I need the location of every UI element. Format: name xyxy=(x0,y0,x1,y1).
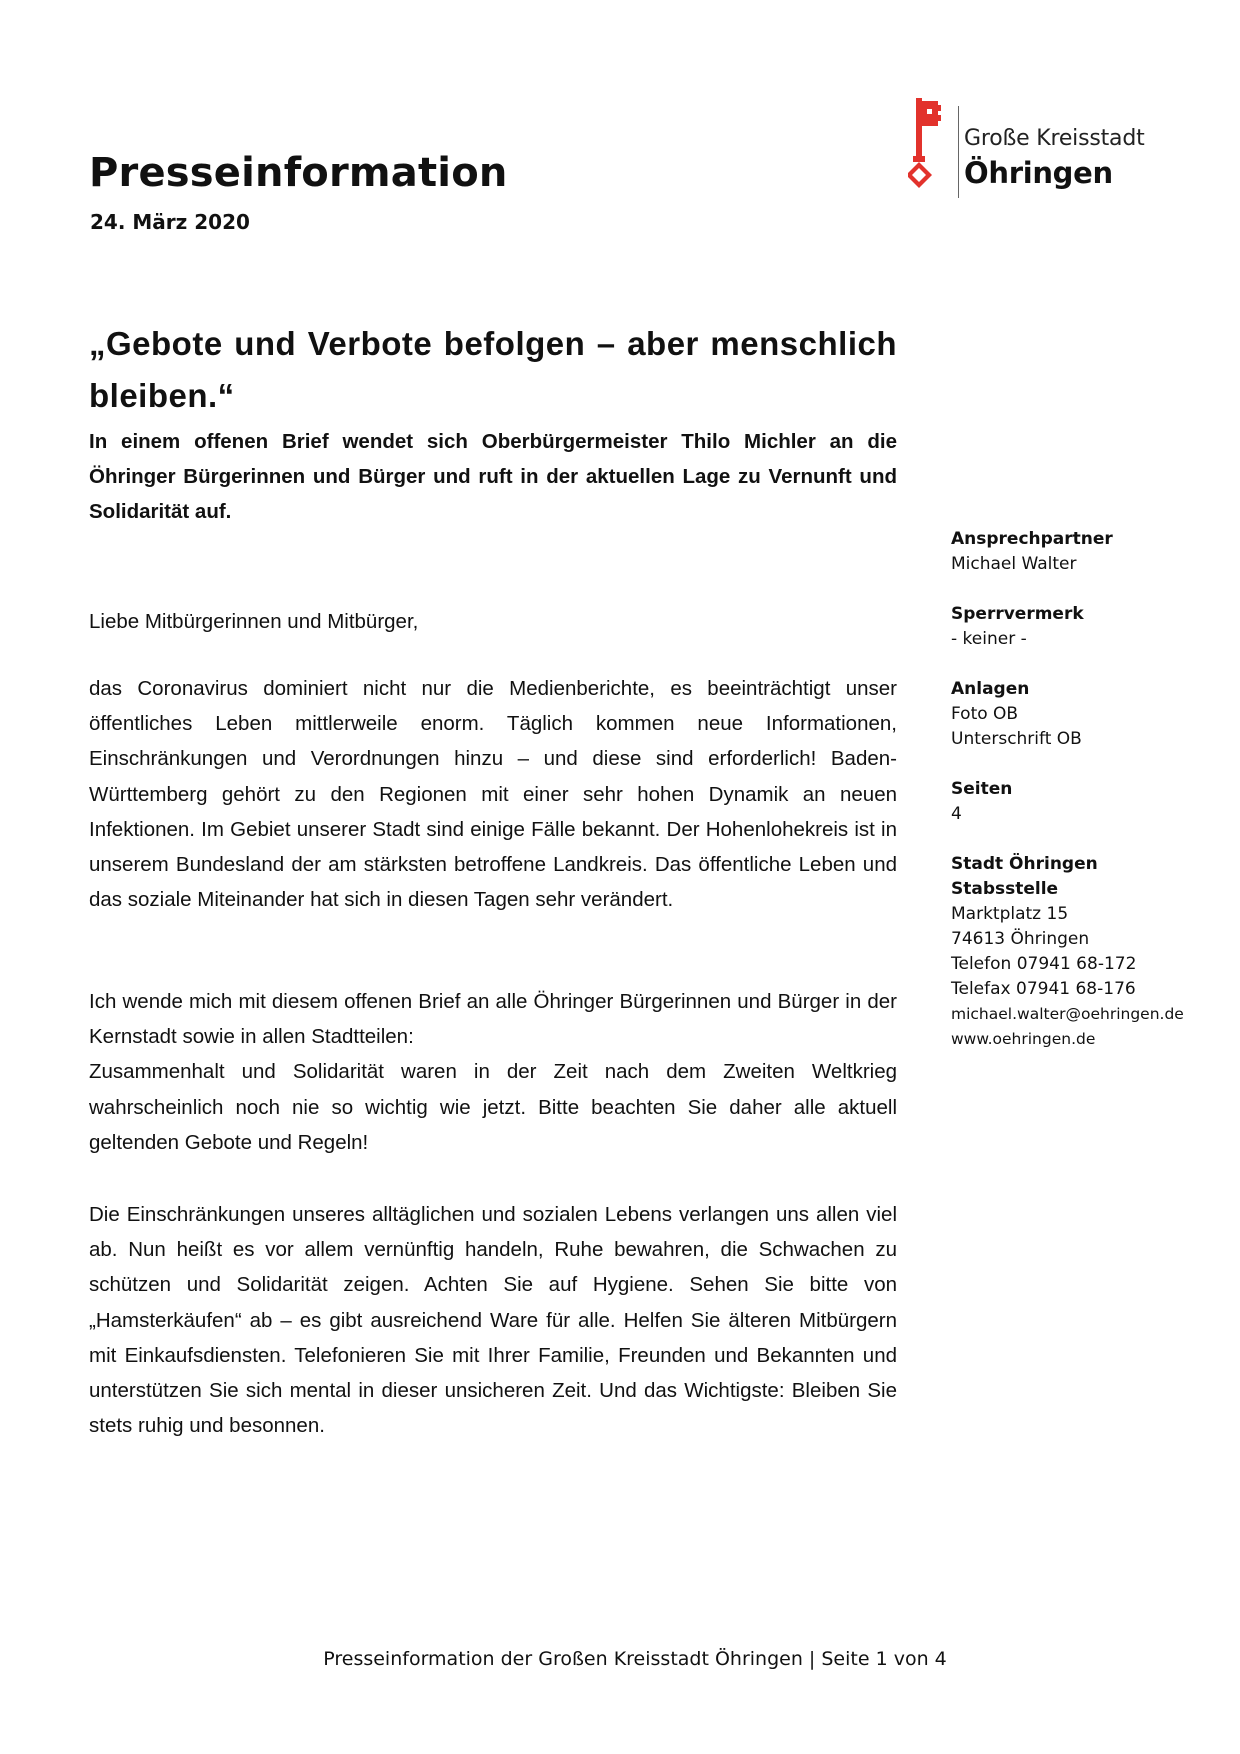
embargo-value: - keiner - xyxy=(951,629,1027,649)
attachments-label: Anlagen xyxy=(951,679,1030,699)
page-title: Presseinformation xyxy=(89,150,508,196)
headline: „Gebote und Verbote befolgen – aber menschlich bleiben.“ xyxy=(89,325,897,414)
page-footer: Presseinformation der Großen Kreisstadt Öhringen | Seite 1 von 4 xyxy=(323,1648,947,1670)
body-paragraph: Ich wende mich mit diesem offenen Brief an alle Öhringer Bürgerinnen und Bürger in der Kernstadt sowie in allen Stadtteilen: xyxy=(89,990,897,1049)
address-block xyxy=(951,852,1191,1052)
org-name: Stadt Öhringen xyxy=(951,854,1098,874)
body-paragraph: Die Einschränkungen unseres alltäglichen und sozialen Lebens verlangen uns allen viel ab. Nun heißt es vor allem vernünftig handeln, Ruhe bewahren, die Schwachen zu schützen und Solidarität zeigen. Achten Sie auf Hygiene. Sehen Sie bitte von „Hamsterkäufen“ ab – es gibt ausreichend Ware für alle. Helfen Sie älteren Mitbürgern mit Einkaufsdiensten. Telefonieren Sie mit Ihrer Familie, Freunden und Bekannten und unterstützen Sie sich mental in dieser unsicheren Zeit. Und das Wichtigste: Bleiben Sie stets ruhig und besonnen. xyxy=(89,1203,897,1438)
release-date: 24. März 2020 xyxy=(90,210,250,234)
contact-name: Michael Walter xyxy=(951,554,1077,574)
body-paragraph: das Coronavirus dominiert nicht nur die Medienberichte, es beeinträchtigt unser öffentliches Leben mittlerweile enorm. Täglich kommen neue Informationen, Einschränkungen und Verordnungen hinzu – und diese sind erforderlich! Baden-Württemberg gehört zu den Regionen mit einer sehr hohen Dynamik an neuen Infektionen. Im Gebiet unserer Stadt sind einige Fälle bekannt. Der Hohenlohekreis ist in unserem Bundesland der am stärksten betroffene Landkreis. Das öffentliche Leben und das soziale Miteinander hat sich in diesen Tagen sehr verändert. xyxy=(89,677,897,912)
pages-label: Seiten xyxy=(951,779,1013,799)
lead-paragraph: In einem offenen Brief wendet sich Oberbürgermeister Thilo Michler an die Öhringer Bürgerinnen und Bürger und ruft in der aktuellen Lage zu Vernunft und Solidarität auf. xyxy=(89,430,897,523)
logo-subtitle: Große Kreisstadt xyxy=(964,126,1145,151)
body-paragraph-group xyxy=(89,984,897,1160)
city-logo xyxy=(908,96,1148,200)
website-link[interactable]: www.oehringen.de xyxy=(951,1030,1096,1048)
attachments-block xyxy=(951,677,1191,752)
org-department: Stabsstelle xyxy=(951,879,1059,899)
email-link[interactable]: michael.walter@oehringen.de xyxy=(951,1005,1184,1023)
attachment-item: Foto OB xyxy=(951,704,1019,724)
body-paragraph: Zusammenhalt und Solidarität waren in der Zeit nach dem Zweiten Weltkrieg wahrscheinlich noch nie so wichtig wie jetzt. Bitte beachten Sie daher alle aktuell geltenden Gebote und Regeln! xyxy=(89,1060,897,1154)
street: Marktplatz 15 xyxy=(951,904,1069,924)
embargo-block xyxy=(951,602,1191,652)
contact-block xyxy=(951,527,1191,577)
pages-block xyxy=(951,777,1191,827)
attachment-item: Unterschrift OB xyxy=(951,729,1082,749)
greeting: Liebe Mitbürgerinnen und Mitbürger, xyxy=(89,610,419,633)
contact-label: Ansprechpartner xyxy=(951,529,1113,549)
pages-value: 4 xyxy=(951,804,962,824)
embargo-label: Sperrvermerk xyxy=(951,604,1084,624)
logo-city-name: Öhringen xyxy=(964,156,1113,190)
key-icon xyxy=(908,96,950,196)
phone: Telefon 07941 68-172 xyxy=(951,954,1137,974)
fax: Telefax 07941 68-176 xyxy=(951,979,1136,999)
city: 74613 Öhringen xyxy=(951,929,1090,949)
logo-divider xyxy=(958,106,959,198)
contact-sidebar xyxy=(951,527,1191,1077)
